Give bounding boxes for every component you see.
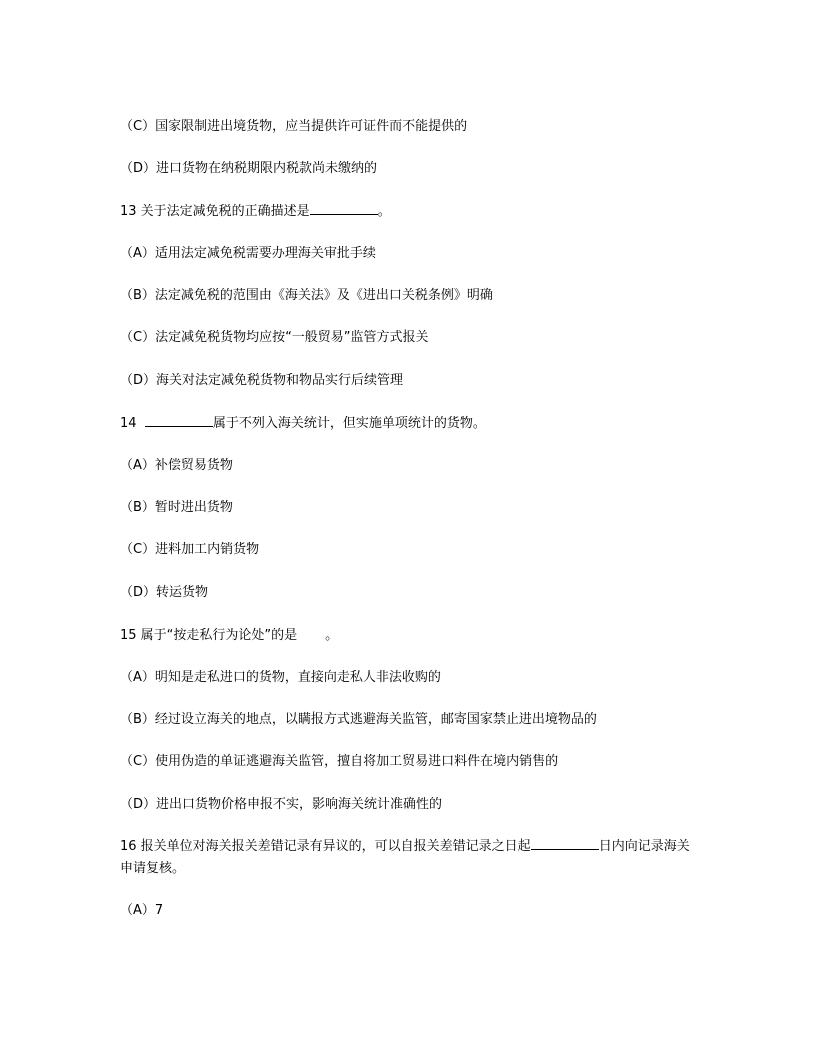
q14-option-c: （C）进料加工内销货物 [120,542,260,557]
q15-option-d: （D）进出口货物价格申报不实，影响海关统计准确性的 [120,797,443,812]
q12-option-c: （C）国家限制进出境货物，应当提供许可证件而不能提供的 [120,119,468,134]
q16-option-a: （A）7 [120,903,164,918]
question-14-number: 14 [120,416,145,431]
q15-option-b: （B）经过设立海关的地点，以瞒报方式逃避海关监管，邮寄国家禁止进出境物品的 [120,712,597,727]
question-14 [120,414,486,434]
q13-option-d: （D）海关对法定减免税货物和物品实行后续管理 [120,373,404,388]
question-13-end: 。 [377,204,391,219]
q13-option-c: （C）法定减免税货物均应按“一般贸易”监管方式报关 [120,330,429,345]
question-16-text: 16 报关单位对海关报关差错记录有异议的，可以自报关差错记录之日起 [120,839,531,854]
answer-blank [297,627,325,639]
question-14-text: 属于不列入海关统计，但实施单项统计的货物。 [212,416,486,431]
q14-option-a: （A）补偿贸易货物 [120,458,233,473]
answer-blank [310,202,378,215]
q15-option-c: （C）使用伪造的单证逃避海关监管，擅自将加工贸易进口料件在境内销售的 [120,754,559,769]
question-16-end: 日内向记录海关申请复核。 [120,839,690,876]
question-13 [120,202,391,222]
question-15 [120,626,338,646]
q14-option-d: （D）转运货物 [120,585,209,600]
answer-blank [531,837,599,850]
question-15-text: 15 属于“按走私行为论处”的是 [120,628,298,643]
question-16 [120,836,698,880]
answer-blank [145,414,213,427]
question-13-text: 13 关于法定减免税的正确描述是 [120,204,310,219]
q12-option-d: （D）进口货物在纳税期限内税款尚未缴纳的 [120,161,378,176]
question-15-end: 。 [325,628,339,643]
q13-option-b: （B）法定减免税的范围由《海关法》及《进出口关税条例》明确 [120,288,493,303]
q13-option-a: （A）适用法定减免税需要办理海关审批手续 [120,246,376,261]
q15-option-a: （A）明知是走私进口的货物，直接向走私人非法收购的 [120,670,441,685]
q14-option-b: （B）暂时进出货物 [120,500,233,515]
